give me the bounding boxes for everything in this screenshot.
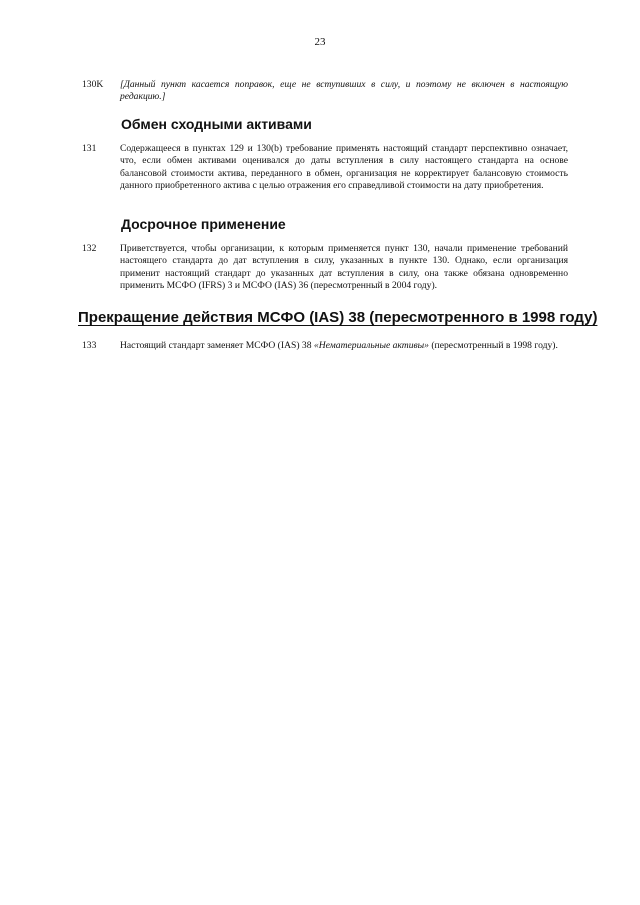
paragraph-text — [120, 340, 568, 352]
paragraph-number: 131 — [82, 143, 97, 154]
paragraph-number: 132 — [82, 243, 97, 254]
section-heading-withdrawal: Прекращение действия МСФО (IAS) 38 (пересмотренного в 1998 году) — [78, 309, 598, 326]
paragraph-text: Приветствуется, чтобы организации, к которым применяется пункт 130, начали применение требований настоящего стандарта до дат вступления в силу, указанных в пункте 130. Однако, если организация применит настоящий стандарт до указанных дат вступления в силу, она также обязана одновременно применить МСФО (IFRS) 3 и МСФО (IAS) 36 (пересмотренный в 2004 году). — [120, 243, 568, 292]
paragraph-text: [Данный пункт касается поправок, еще не вступивших в силу, и поэтому не включен в настоящую редакцию.] — [120, 79, 568, 103]
paragraph-text-before: Настоящий стандарт заменяет МСФО (IAS) 38 — [120, 340, 314, 351]
paragraph-text-after: (пересмотренный в 1998 году). — [428, 340, 558, 351]
paragraph-number: 133 — [82, 340, 97, 351]
paragraph-number: 130K — [82, 79, 104, 90]
paragraph-text: Содержащееся в пунктах 129 и 130(b) требование применять настоящий стандарт перспективно означает, что, если обмен активами оценивался до даты вступления в силу настоящего стандарта на основе балансовой стоимости актива, переданного в обмен, организация не корректирует балансовую стоимость данного приобретенного актива с целью отражения его справедливой стоимости на дату приобретения. — [120, 143, 568, 192]
paragraph-132 — [82, 243, 568, 293]
page-number: 23 — [314, 36, 326, 48]
standard-title: «Нематериальные активы» — [313, 340, 429, 351]
paragraph-130k — [82, 79, 568, 104]
section-heading-early-application: Досрочное применение — [121, 216, 286, 232]
section-heading-exchange: Обмен сходными активами — [121, 116, 312, 132]
paragraph-131 — [82, 143, 568, 193]
paragraph-133 — [82, 340, 568, 352]
